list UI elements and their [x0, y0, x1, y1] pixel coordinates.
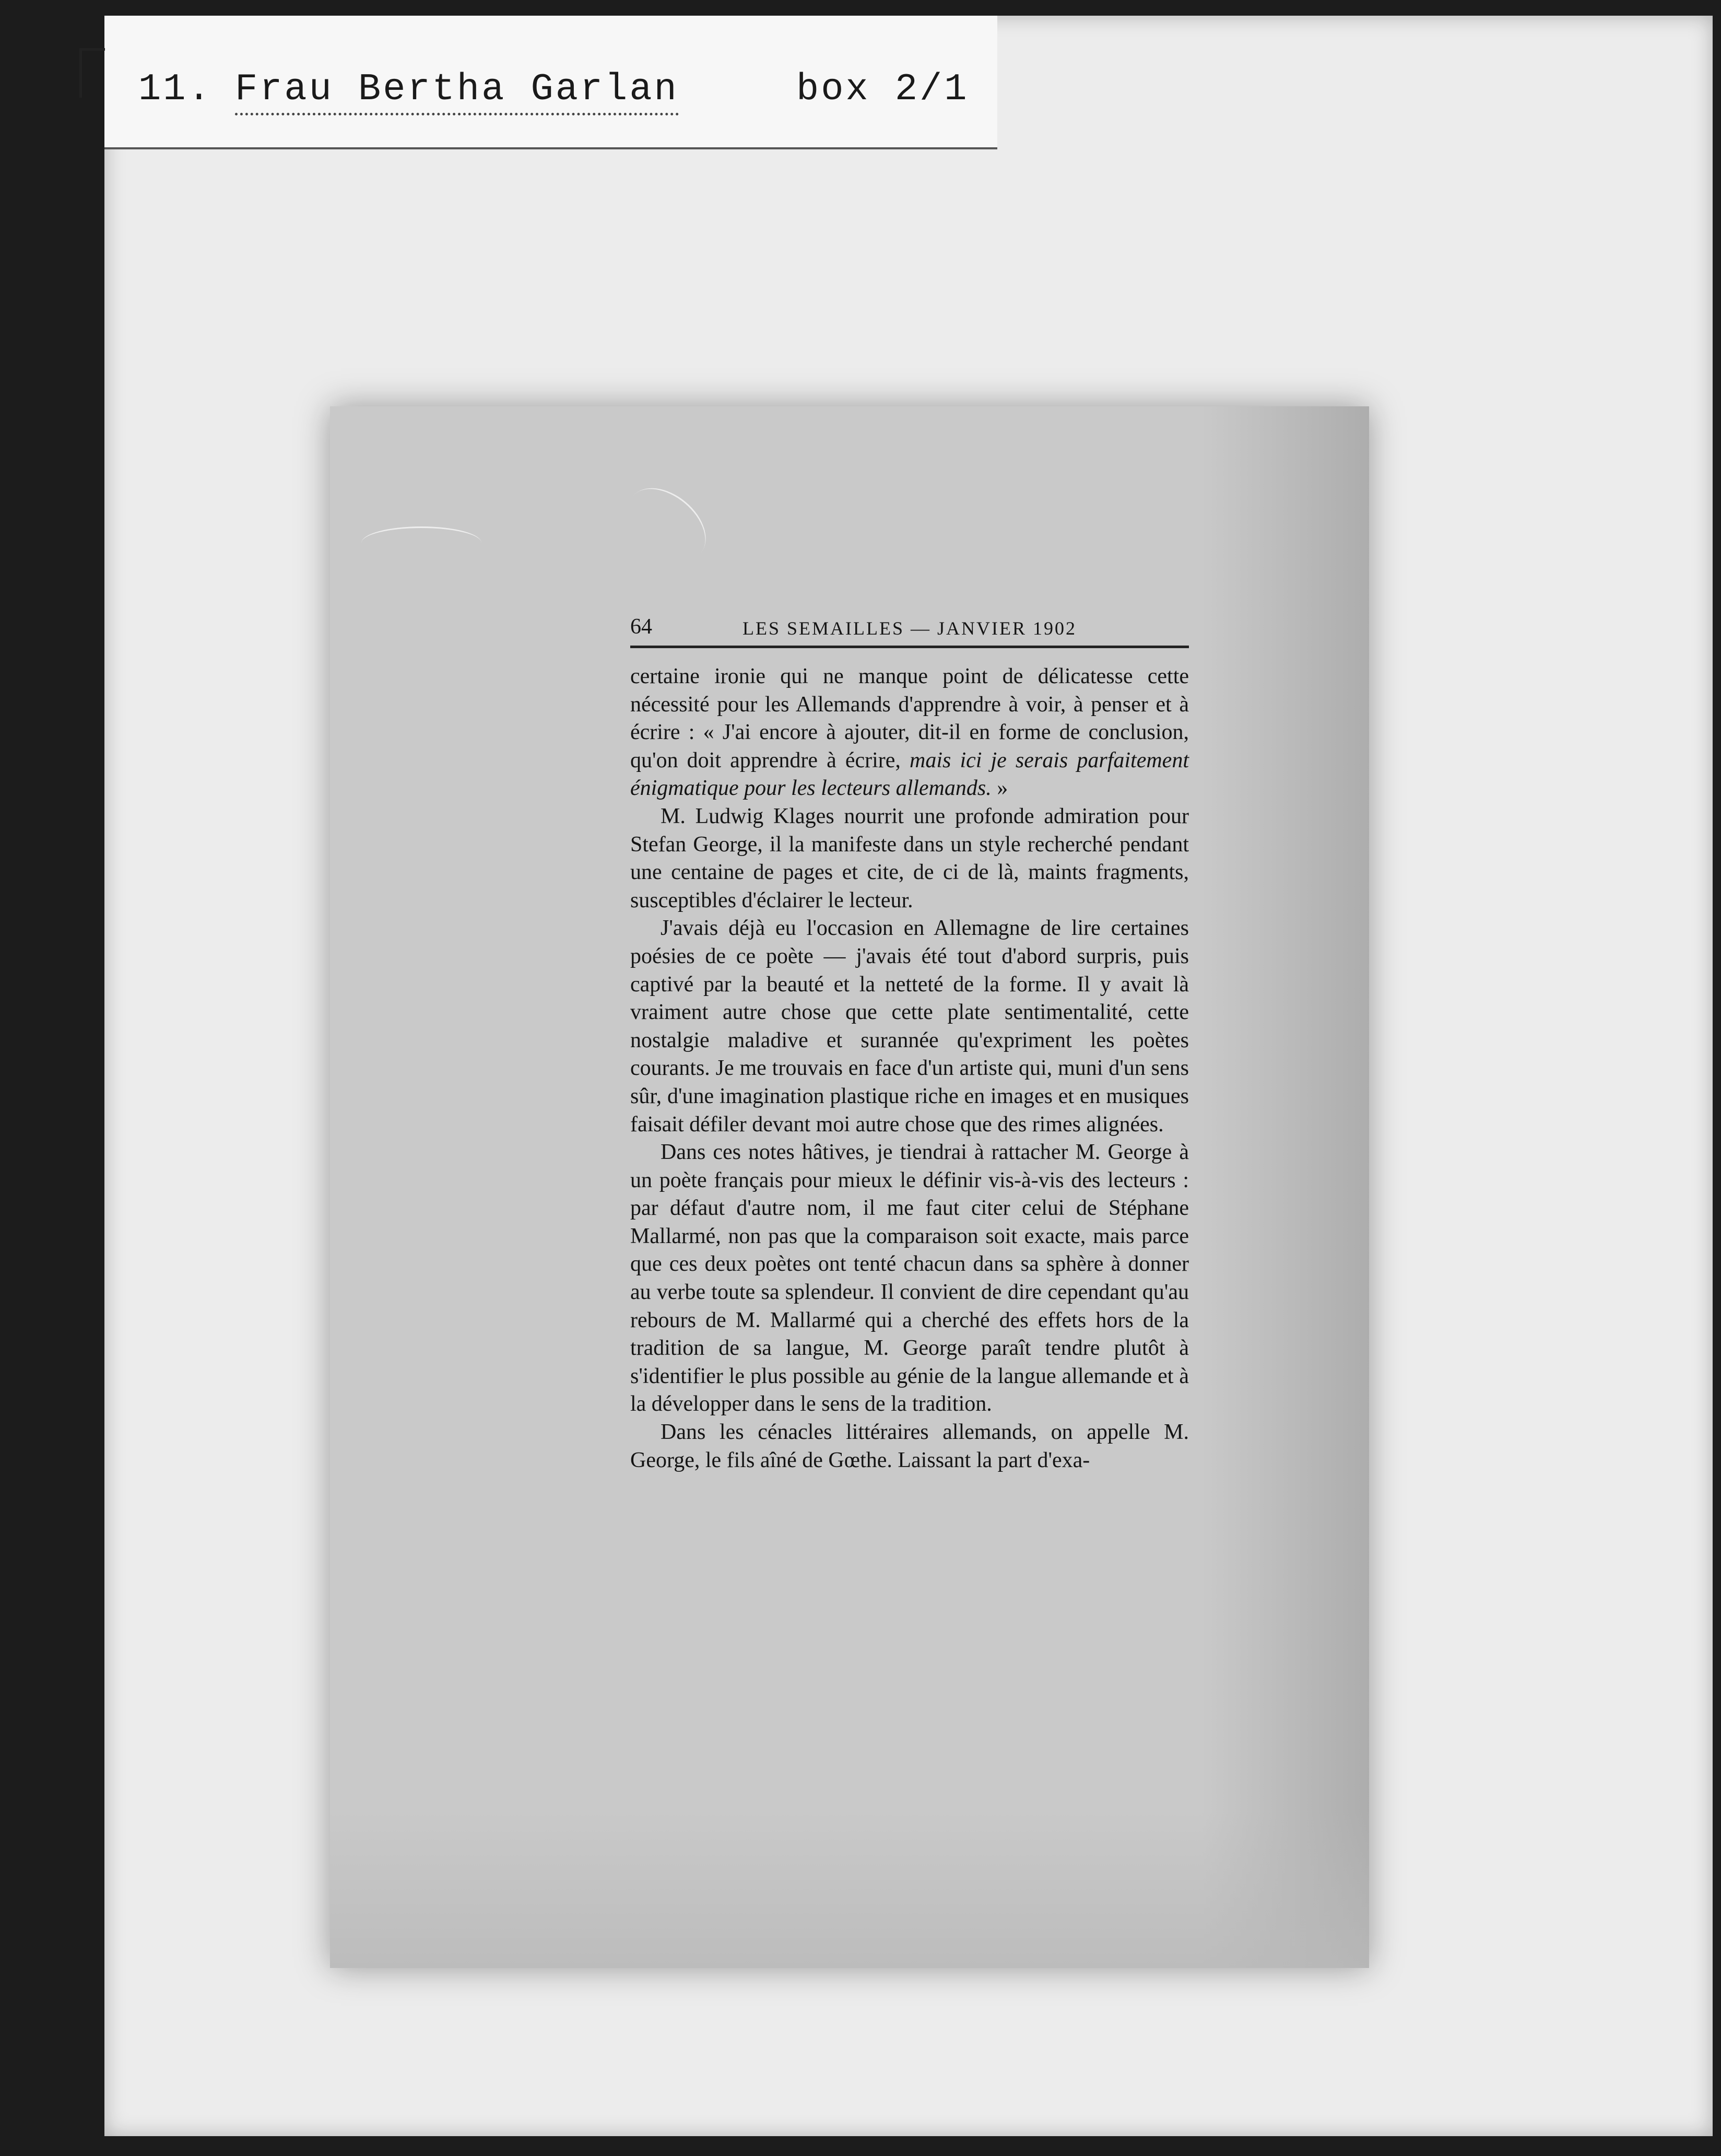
journal-header: LES SEMAILLES — JANVIER 1902 — [742, 618, 1077, 639]
article-body — [630, 663, 1189, 1474]
italic-quote: mais ici je serais parfaitement énigmatique pour les lecteurs allemands. — [630, 748, 1189, 801]
scratch-mark — [614, 474, 720, 576]
clipping-shadow — [1202, 406, 1369, 1968]
corner-crop-mark — [79, 48, 105, 98]
paragraph-text: certaine ironie qui ne manque point de délicatesse cette nécessité pour les Allemands d'apprendre à voir, à penser et à écrire : « J'ai encore à ajouter, dit-il en forme de conclusion, qu'on doit apprendre à écrire, — [630, 664, 1189, 772]
paragraph: Dans les cénacles littéraires allemands, on appelle M. George, le fils aîné de Gœthe. Laissant la part d'exa- — [630, 1420, 1189, 1472]
box-reference: box 2/1 — [796, 68, 969, 111]
paragraph: J'avais déjà eu l'occasion en Allemagne de lire certaines poésies de ce poète — j'avais été tout d'abord surpris, puis captivé par la beauté et la netteté de la forme. Il y avait là vraiment autre chose que cette plate sentimentalité, cette nostalgie maladive et surannée qu'expriment les poètes courants. Je me trouvais en face d'un artiste qui, muni d'un sens sûr, d'une imagination plastique riche en images et en musiques faisait défiler devant moi autre chose que des rimes alignées. — [630, 916, 1189, 1136]
page-number: 64 — [630, 615, 652, 639]
paragraph: Dans ces notes hâtives, je tiendrai à rattacher M. George à un poète français pour mieux le définir vis-à-vis des lecteurs : par défaut d'autre nom, il me faut citer celui de Stéphane Mallarmé, non pas que la comparaison soit exacte, mais parce que ces deux poètes ont tenté chacun dans sa sphère à donner au verbe toute sa splendeur. Il convient de dire cependant qu'au rebours de M. Mallarmé qui a cherché des effets hors de la tradition de sa langue, M. George paraît tendre plutôt à s'identifier le plus possible au génie de la langue allemande et à la développer dans le sens de la tradition. — [630, 1140, 1189, 1416]
clipping-shadow-bottom — [330, 1811, 1369, 1968]
archive-label — [104, 16, 997, 147]
running-head — [630, 614, 1189, 648]
item-title: Frau Bertha Garlan — [235, 68, 679, 115]
scratch-mark — [361, 526, 481, 559]
paragraph: M. Ludwig Klages nourrit une profonde admiration pour Stefan George, il la manifeste dans un style recherché pendant une centaine de pages et cite, de ci de là, maints fragments, susceptibles d'éclairer le lecteur. — [630, 804, 1189, 912]
quote-close: » — [991, 776, 1008, 801]
newspaper-clipping — [330, 406, 1369, 1968]
label-divider — [104, 147, 997, 149]
article — [630, 614, 1189, 1474]
item-number: 11. — [138, 68, 213, 111]
paragraph — [630, 663, 1189, 803]
